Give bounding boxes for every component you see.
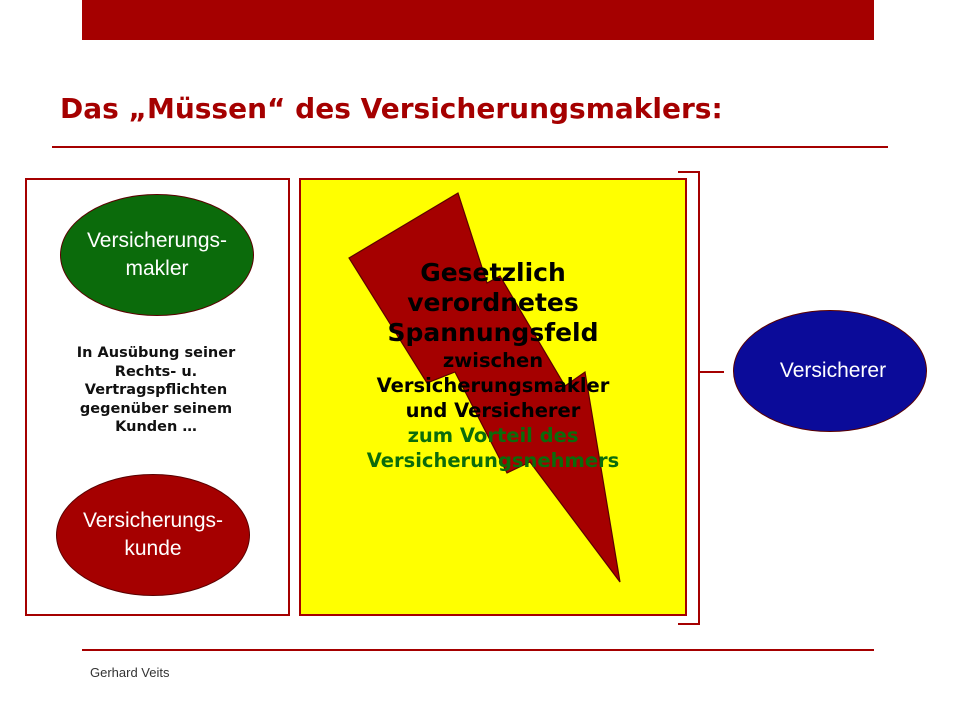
insurer-ellipse: [733, 310, 927, 432]
tension-between: zwischen Versicherungsmakler und Versicherer: [376, 349, 610, 422]
footer-divider: [82, 649, 874, 651]
insurer-label: Versicherer: [779, 358, 887, 382]
tension-heading: Gesetzlich verordnetes Spannungsfeld: [387, 258, 599, 347]
client-label: Versicherungs- kunde: [82, 508, 224, 560]
footer-author: Gerhard Veits: [90, 665, 170, 680]
obligations-text: In Ausübung seiner Rechts- u. Vertragspflichten gegenüber seinem Kunden …: [76, 345, 236, 435]
tension-benefit: zum Vorteil des Versicherungsnehmers: [366, 424, 620, 472]
broker-label: Versicherungs- makler: [86, 228, 228, 280]
slide-title: Das „Müssen“ des Versicherungsmaklers:: [60, 92, 723, 125]
